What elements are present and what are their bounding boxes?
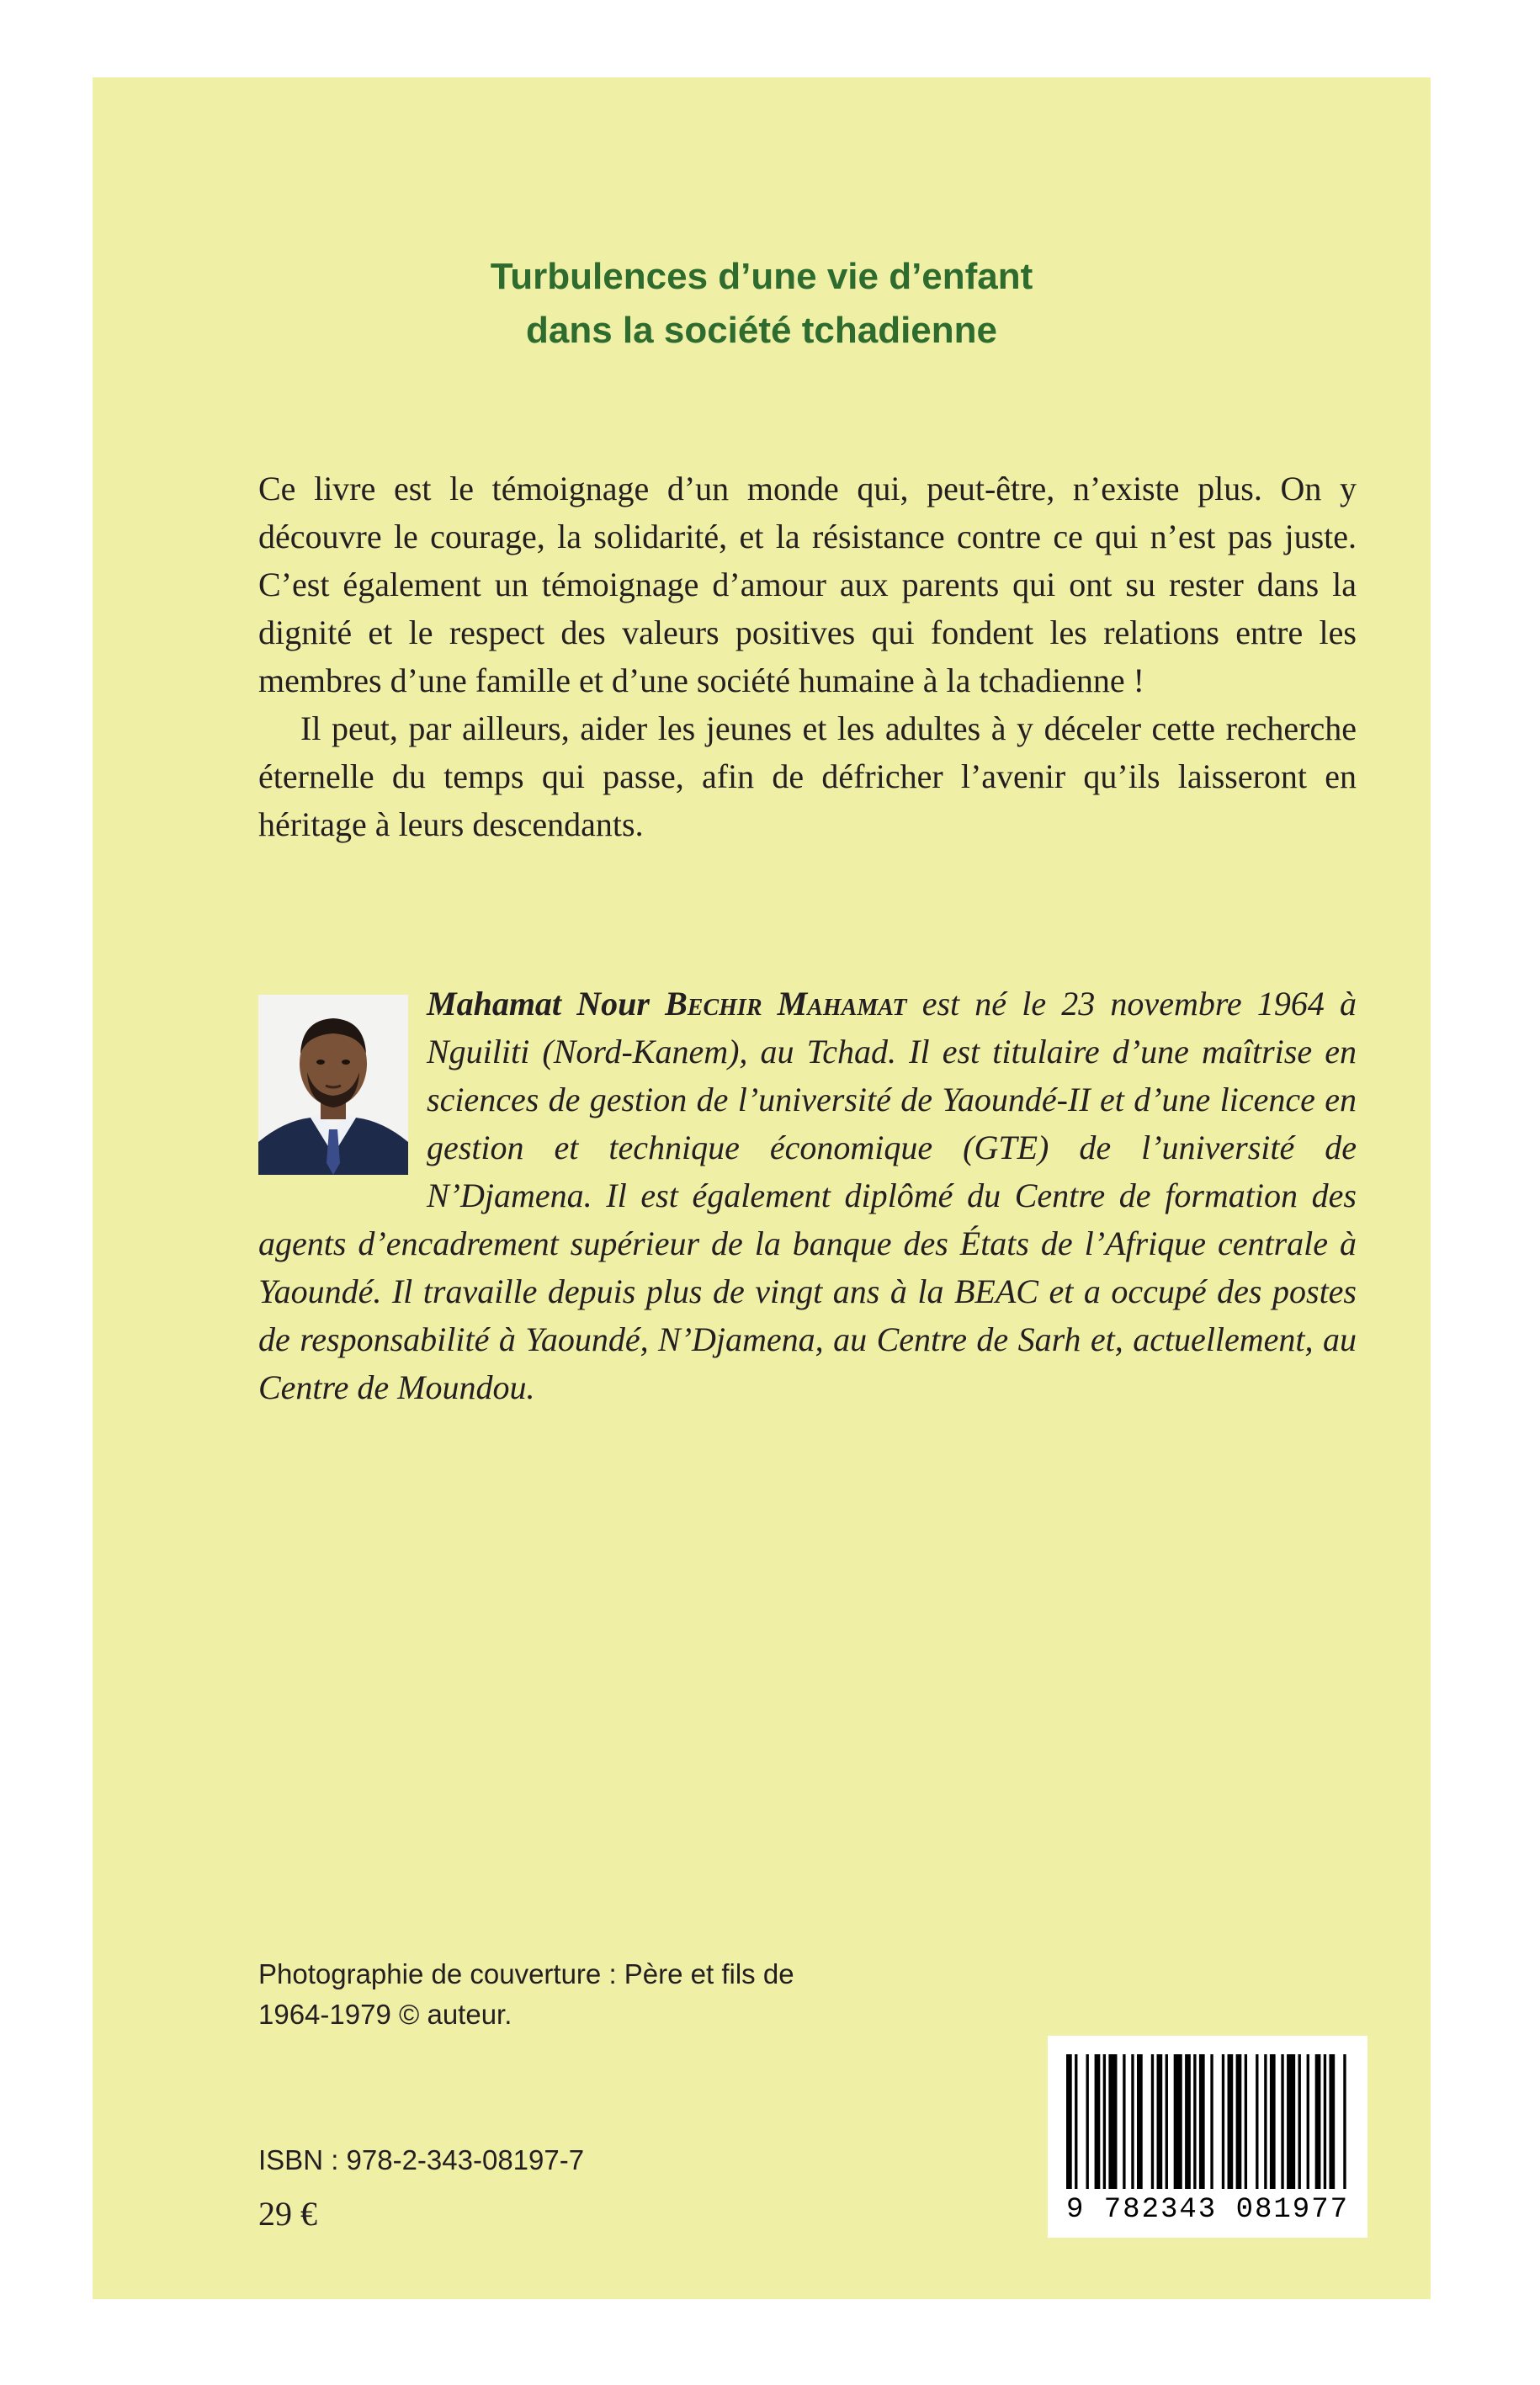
barcode-bar bbox=[1157, 2054, 1163, 2189]
barcode-bar bbox=[1245, 2054, 1247, 2189]
barcode-bar bbox=[1103, 2054, 1106, 2189]
barcode-bar bbox=[1270, 2054, 1276, 2189]
barcode-bar bbox=[1137, 2054, 1143, 2189]
book-title bbox=[93, 250, 1431, 358]
barcode-bar bbox=[1166, 2054, 1168, 2189]
barcode-bar bbox=[1287, 2054, 1295, 2189]
back-cover bbox=[93, 77, 1431, 2299]
barcode-bar bbox=[1343, 2054, 1346, 2189]
barcode-bar bbox=[1075, 2054, 1077, 2189]
price-label: 29 € bbox=[258, 2195, 317, 2233]
book-title-line-1: Turbulences d’une vie d’enfant bbox=[490, 256, 1033, 297]
barcode-bar bbox=[1315, 2054, 1321, 2189]
barcode-bar bbox=[1256, 2054, 1258, 2189]
barcode-bar bbox=[1324, 2054, 1326, 2189]
blurb-paragraph-2: Il peut, par ailleurs, aider les jeunes et les adultes à y déceler cette recherche éternelle du temps qui passe, afin de défricher l’avenir qu’ils laisseront en héritage à leurs descendants. bbox=[258, 709, 1357, 843]
barcode-bar bbox=[1174, 2054, 1182, 2189]
barcode-bar bbox=[1329, 2054, 1335, 2189]
book-blurb bbox=[258, 465, 1357, 848]
author-surname: Bechir Mahamat bbox=[665, 985, 907, 1023]
barcode-bars-icon bbox=[1066, 2054, 1349, 2189]
blurb-paragraph-1: Ce livre est le témoignage d’un monde qui, peut-être, n’existe plus. On y découvre le courage, la solidarité, et la résistance contre ce qui n’est pas juste. C’est également un témoignage d’amour aux parents qui ont su rester dans la dignité et le respect des valeurs positives qui fondent les relations entre les membres d’une famille et d’une société humaine à la tchadienne ! bbox=[258, 470, 1357, 699]
barcode-bar bbox=[1236, 2054, 1242, 2189]
book-title-line-2: dans la société tchadienne bbox=[526, 310, 997, 351]
barcode-bar bbox=[1151, 2054, 1154, 2189]
barcode-bar bbox=[1264, 2054, 1267, 2189]
cover-photo-credit bbox=[258, 1954, 932, 2035]
barcode-bar bbox=[1185, 2054, 1191, 2189]
barcode-bar bbox=[1228, 2054, 1234, 2189]
barcode-digits: 9 782343 081977 bbox=[1065, 2194, 1350, 2226]
author-first-names: Mahamat Nour bbox=[427, 985, 650, 1023]
isbn-label: ISBN : 978-2-343-08197-7 bbox=[258, 2144, 585, 2175]
barcode-bar bbox=[1108, 2054, 1117, 2189]
author-photo bbox=[258, 995, 408, 1175]
credit-line-2: 1964-1979 © auteur. bbox=[258, 1999, 512, 2030]
barcode-bar bbox=[1066, 2054, 1072, 2189]
barcode-bar bbox=[1210, 2054, 1213, 2189]
barcode-bar bbox=[1199, 2054, 1205, 2189]
barcode-bar bbox=[1281, 2054, 1283, 2189]
author-bio-text: est né le 23 novembre 1964 à Nguiliti (Nord-Kanem), au Tchad. Il est titulaire d’une maîtrise en sciences de gestion de l’université de Yaoundé-II et d’une licence en gestion et technique économique (GTE) de l’université de N’Djamena. Il est également diplômé du Centre de formation des agents d’encadrement supérieur de la banque des États de l’Afrique centrale à Yaoundé. Il travaille depuis plus de vingt ans à la BEAC et a occupé des postes de responsabilité à Yaoundé, N’Djamena, au Centre de Sarh et, actuellement, au Centre de Moundou. bbox=[258, 985, 1357, 1406]
barcode-bar bbox=[1131, 2054, 1134, 2189]
barcode-bar bbox=[1123, 2054, 1125, 2189]
author-portrait-icon bbox=[258, 995, 408, 1175]
barcode-bar bbox=[1193, 2054, 1196, 2189]
barcode-bar bbox=[1298, 2054, 1301, 2189]
barcode-bar bbox=[1222, 2054, 1224, 2189]
barcode-bar bbox=[1095, 2054, 1101, 2189]
barcode-bar bbox=[1307, 2054, 1309, 2189]
barcode bbox=[1048, 2036, 1367, 2238]
author-bio bbox=[258, 980, 1357, 1411]
credit-line-1: Photographie de couverture : Père et fils de bbox=[258, 1958, 794, 1989]
barcode-bar bbox=[1086, 2054, 1089, 2189]
